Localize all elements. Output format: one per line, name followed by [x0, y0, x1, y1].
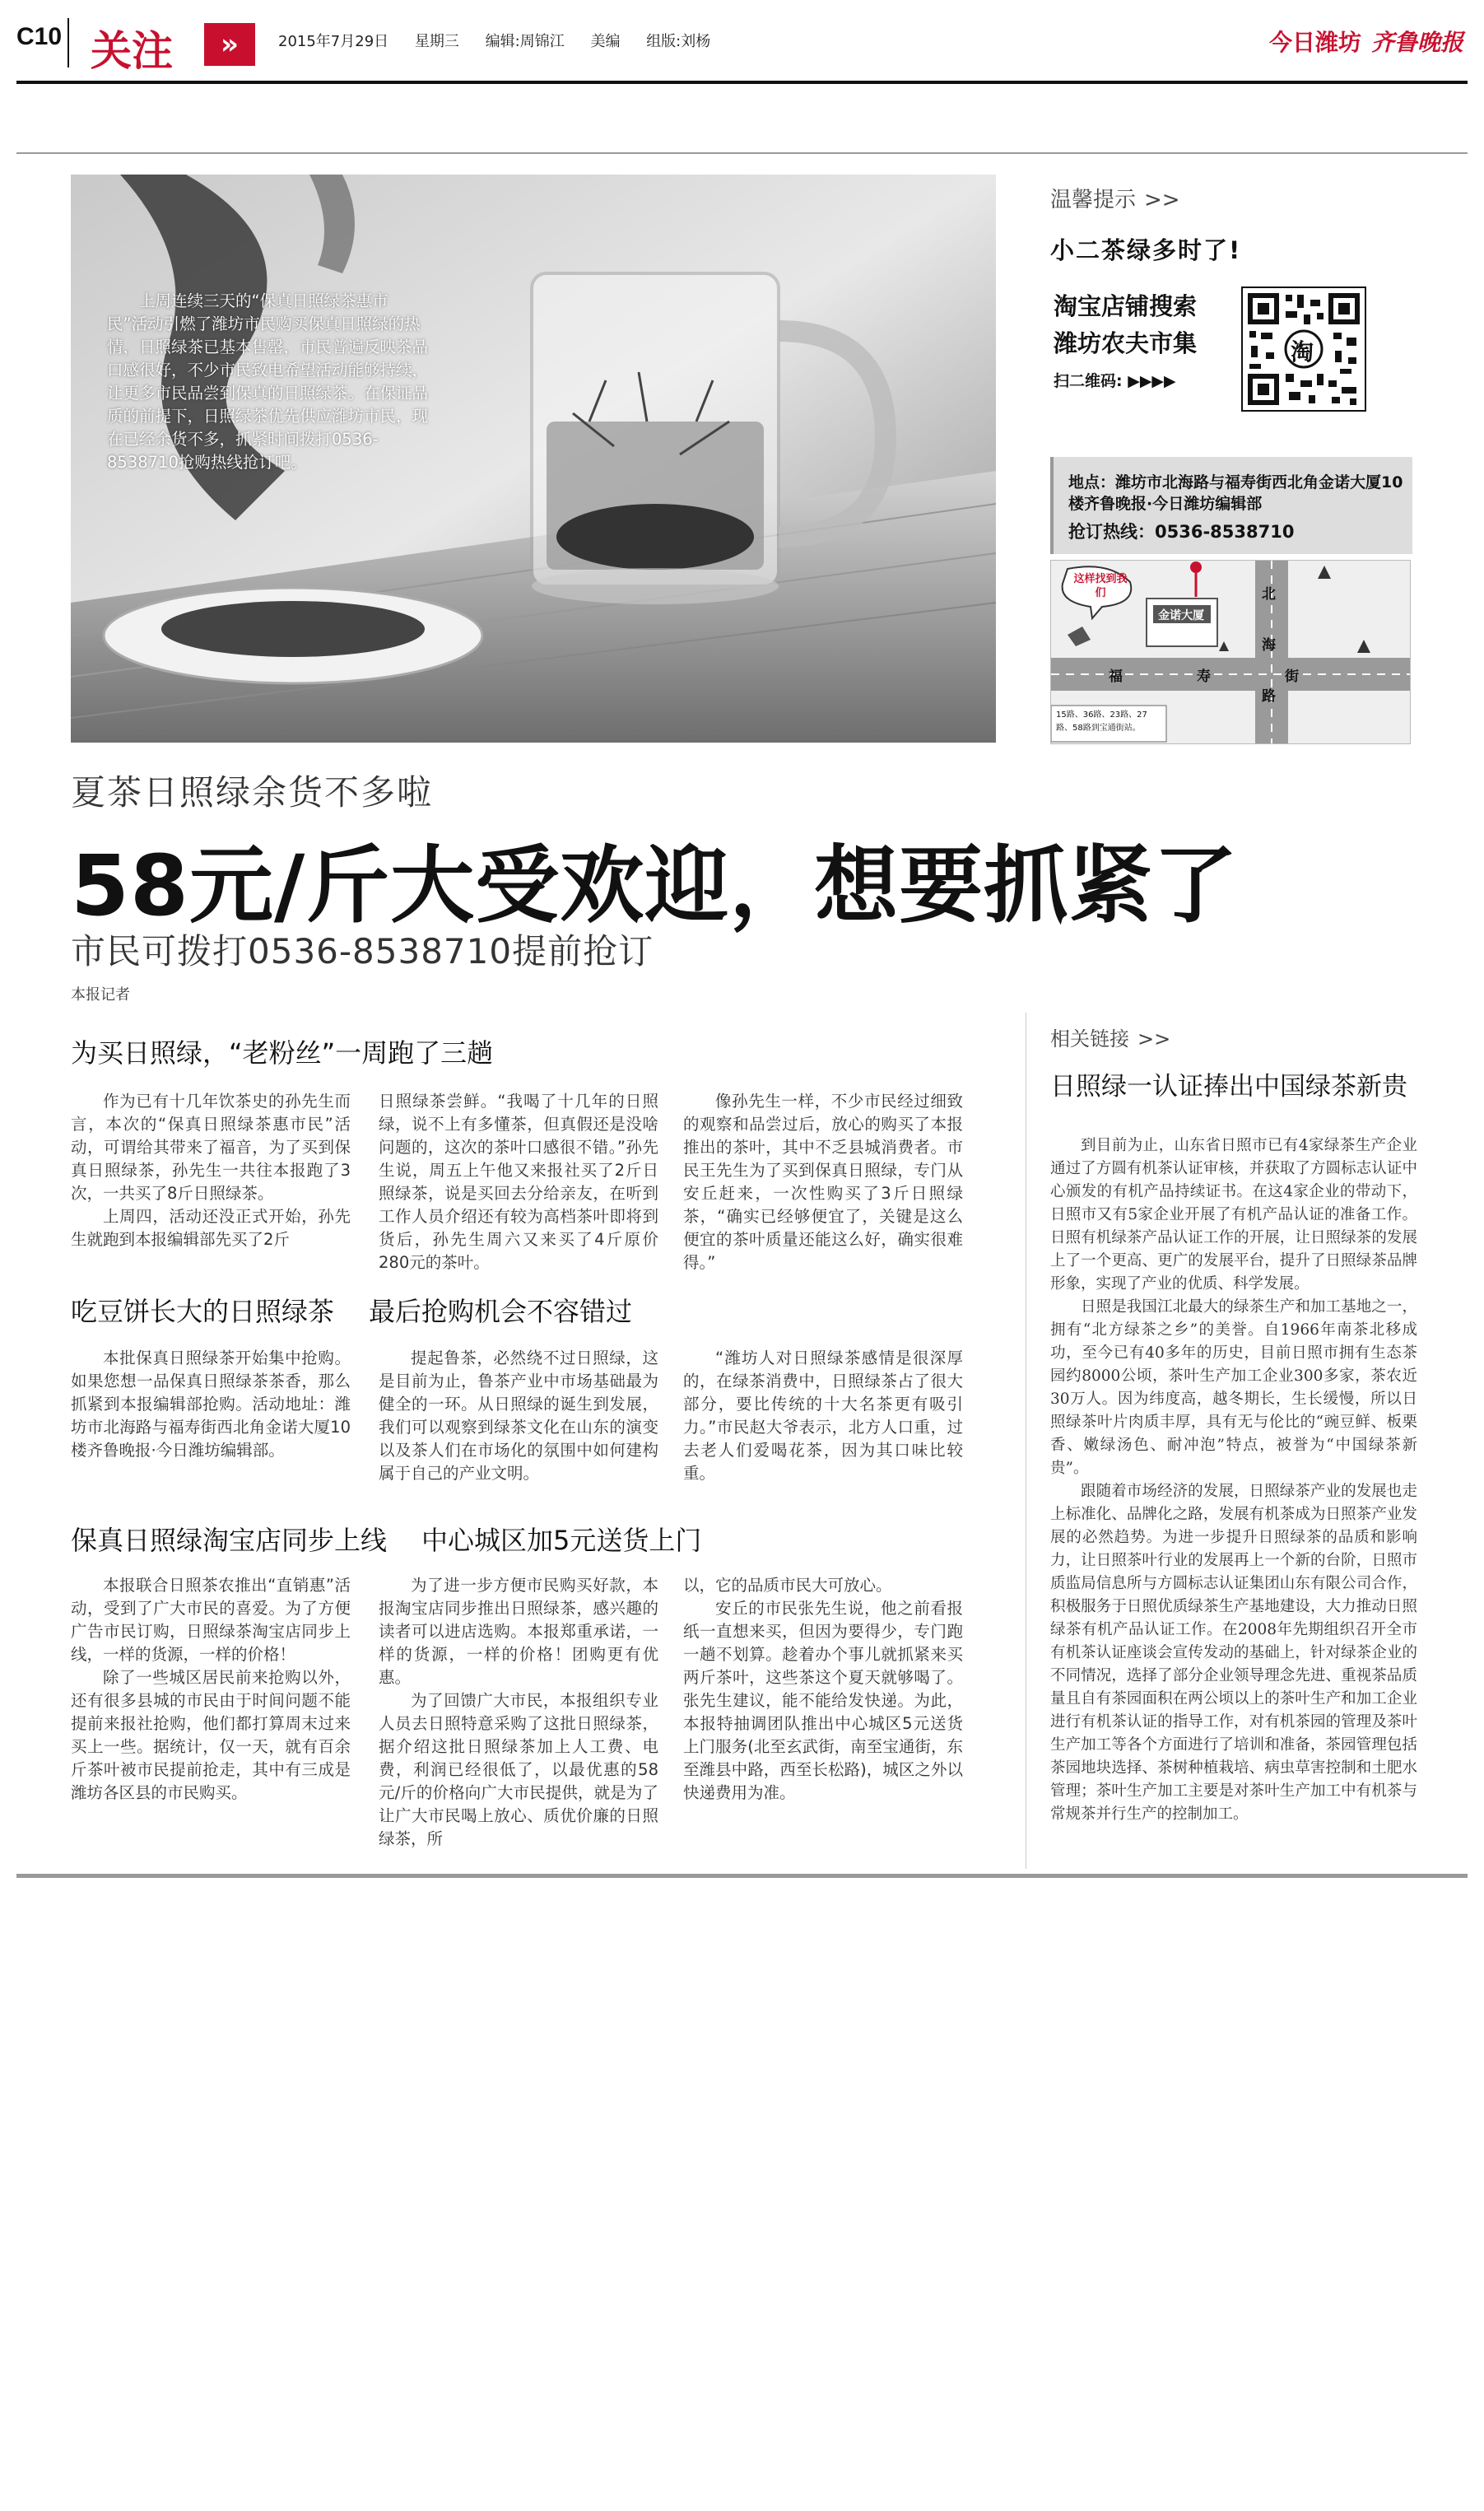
issue-layout: 组版:刘杨 [646, 33, 711, 50]
newspaper-brand [1269, 25, 1463, 58]
paragraph: 日照是我国江北最大的绿茶生产和加工基地之一，拥有“北方绿茶之乡”的美誉。自1966年南茶北移成功，至今已有40多年的历史，目前日照市拥有生态茶园约8000公顷，茶叶生产加工企业300多家，茶农近30万人。因为纬度高，越冬期长，生长缓慢，所以日照绿茶叶片肉质丰厚，具有无与伦比的“豌豆鲜、板栗香、嫩绿汤色、耐冲泡”特点，被誉为“中国绿茶新贵”。 [1050, 1298, 1417, 1477]
issue-weekday: 星期三 [414, 33, 459, 50]
section2-col3 [683, 1347, 963, 1485]
paragraph: 作为已有十几年饮茶史的孙先生而言，本次的“保真日照绿茶惠市民”活动，可谓给其带来了福音，为了买到保真日照绿茶，孙先生一共往本报跑了3次，一共买了8斤日照绿茶。 [71, 1092, 351, 1203]
related-arrow-icon: >> [1137, 1027, 1171, 1051]
header-divider [67, 18, 69, 68]
paragraph: 上周四，活动还没正式开始，孙先生就跑到本报编辑部先买了2斤 [71, 1207, 351, 1249]
paragraph: 本报联合日照茶农推出“直销惠”活动，受到了广大市民的喜爱。为了方便广告市民订购，日照绿茶淘宝店同步上线，一样的货源，一样的价格！ [71, 1576, 351, 1664]
issue-date: 2015年7月29日 [278, 33, 389, 50]
content-top-rule [16, 152, 1468, 154]
paragraph: 到目前为止，山东省日照市已有4家绿茶生产企业通过了方圆有机茶认证审核，并获取了方圆标志认证中心颁发的有机产品持续证书。在这4家企业的带动下，日照市又有5家企业开展了有机产品认证的准备工作。日照有机绿茶产品认证工作的开展，让日照绿茶的发展上了一个更高、更广的发展平台，提升了日照绿茶品牌形象，实现了产业的优质、科学发展。 [1050, 1137, 1417, 1293]
issue-editor: 编辑:周锦江 [485, 33, 565, 50]
paragraph: 为了进一步方便市民购买好款，本报淘宝店同步推出日照绿茶，感兴趣的读者可以进店选购。本报郑重承诺，一样的货源，一样的价格！团购更有优惠。 [379, 1576, 658, 1687]
ad-scan-text: 扫二维码: ▶▶▶▶ [1054, 372, 1176, 390]
paragraph: 以，它的品质市民大可放心。 [683, 1576, 892, 1595]
ad-shop-line1: 淘宝店铺搜索 [1054, 292, 1198, 320]
section3-title [71, 1520, 701, 1558]
ad-slogan: 小二茶绿多时了! [1050, 236, 1242, 264]
paragraph: 跟随着市场经济的发展，日照绿茶产业的发展也走上标准化、品牌化之路，发展有机茶成为日照茶产业发展的必然趋势。为进一步提升日照绿茶的品质和影响力，让日照茶叶行业的发展再上一个新的台阶，日照市质监局信息所与方圆标志认证集团山东有限公司合作，积极服务于日照优质绿茶生产基地建设，大力推动日照绿茶有机产品认证工作。在2008年先期组织召开全市有机茶认证座谈会宣传发动的基础上，针对绿茶企业的不同情况，选择了部分企业领导理念先进、重视茶品质量且自有茶园面积在两公顷以上的茶叶生产和加工企业进行有机茶认证的指导工作，对有机茶园的管理及茶叶生产加工等各个方面进行了培训和准备，茶园管理包括茶园地块选择、茶树种植栽培、病虫草害控制和土肥水管理；茶叶生产加工主要是对茶叶生产加工中有机茶与常规茶并行生产的控制加工。 [1050, 1483, 1417, 1823]
section-title: 关注 [91, 27, 173, 75]
tip-title [1050, 183, 1180, 213]
event-address: 地点：潍坊市北海路与福寿街西北角金诺大厦10楼齐鲁晚报·今日潍坊编辑部 [1068, 473, 1403, 513]
brand-edition: 今日潍坊 [1268, 29, 1361, 56]
paragraph: “潍坊人对日照绿茶感情是很深厚的，在绿茶消费中，日照绿茶占了很大部分，要比传统的十大名茶更有吸引力。”市民赵大爷表示，北方人口重，过去老人们爱喝花茶，因为其口味比较重。 [683, 1349, 963, 1483]
section3-title-part2: 中心城区加5元送货上门 [421, 1525, 702, 1556]
paragraph: 为了回馈广大市民，本报组织专业人员去日照特意采购了这批日照绿茶，据介绍这批日照绿茶加上人工费、电费，利润已经很低了，以最优惠的58元/斤的价格向广大市民提供，就是为了让广大市民喝上放心、质优价廉的日照绿茶，所 [379, 1691, 658, 1848]
tip-arrow-icon: >> [1144, 188, 1180, 212]
section1-col3 [683, 1090, 963, 1274]
map-building: 金诺大厦 [1158, 609, 1204, 622]
header-rule [16, 81, 1468, 84]
page-number: C10 [16, 23, 63, 50]
hotline: 抢订热线：0536-8538710 [1068, 522, 1295, 542]
section3-col3 [683, 1574, 963, 1805]
map-bus: 15路、36路、23路、27路、58路到宝通街站。 [1056, 710, 1147, 733]
article-kicker: 夏茶日照绿余货不多啦 [71, 772, 434, 813]
brand-logo: 齐鲁晚报 [1370, 29, 1463, 56]
location-map [1050, 560, 1411, 744]
qr-code[interactable] [1241, 287, 1366, 412]
related-body [1050, 1134, 1417, 1826]
article-byline: 本报记者 [71, 986, 130, 1004]
article-subhead: 市民可拨打0536-8538710提前抢订 [71, 931, 654, 971]
issue-art: 美编 [590, 33, 621, 50]
paragraph: 提起鲁茶，必然绕不过日照绿，这是目前为止，鲁茶产业中市场基础最为健全的一环。从日照绿的诞生到发展，我们可以观察到绿茶文化在山东的演变以及茶人们在市场化的氛围中如何建构属于自己的产业文明。 [379, 1349, 658, 1483]
paragraph: 日照绿茶尝鲜。“我喝了十几年的日照绿，说不上有多懂茶，但真假还是没啥问题的，这次的茶叶口感很不错。”孙先生说，周五上午他又来报社买了2斤日照绿茶，说是买回去分给亲友，在听到工作人员介绍还有较为高档茶叶即将到货后，孙先生周六又来买了4斤原价280元的茶叶。 [379, 1092, 658, 1272]
paragraph: 安丘的市民张先生说，他之前看报纸一直想来买，但因为要得少，专门跑一趟不划算。趁着办个事儿就抓紧来买两斤茶叶，这些茶这个夏天就够喝了。张先生建议，能不能给发快递。为此，本报特抽调团队推出中心城区5元送货上门服务(北至玄武街，南至宝通街，东至潍县中路，西至长松路)，城区之外以快递费用为准。 [683, 1599, 963, 1802]
related-title [1050, 1023, 1170, 1051]
map-street: 福寿街 [1109, 669, 1373, 685]
photo-caption: 上周连续三天的“保真日照绿茶惠市民”活动引燃了潍坊市民购买保真日照绿的热情，日照绿茶已基本售罄，市民普遍反映茶品口感很好，不少市民致电希望活动能够持续，让更多市民品尝到保真的日照绿茶。在保证品质的前提下，日照绿茶优先供应潍坊市民，现在已经余货不多，抓紧时间拨打0536-8538710抢购热线抢订吧。 [107, 291, 429, 472]
bottom-rule [16, 1874, 1468, 1878]
section3-col1 [71, 1574, 351, 1805]
section2-col1 [71, 1347, 351, 1462]
tip-title-text: 温馨提示 [1050, 188, 1137, 212]
article-headline: 58元/斤大受欢迎，想要抓紧了 [71, 837, 1239, 935]
issue-meta [278, 30, 732, 51]
section3-col2 [379, 1574, 658, 1851]
paragraph: 像孙先生一样，不少市民经过细致的观察和品尝过后，放心的购买了本报推出的茶叶，其中不乏县城消费者。市民王先生为了买到保真日照绿，专门从安丘赶来，一次性购买了3斤日照绿茶，“确实已经够便宜了，关键是这么便宜的茶叶质量还能这么好，确实很难得。” [683, 1092, 963, 1272]
section3-title-part1: 保真日照绿淘宝店同步上线 [71, 1525, 388, 1556]
qr-label: 淘 [1291, 338, 1314, 366]
paragraph: 本批保真日照绿茶开始集中抢购。如果您想一品保真日照绿茶茶香，那么抓紧到本报编辑部抢购。活动地址：潍坊市北海路与福寿街西北角金诺大厦10楼齐鲁晚报·今日潍坊编辑部。 [71, 1349, 351, 1460]
section2-title-part2: 最后抢购机会不容错过 [369, 1296, 633, 1327]
paragraph: 除了一些城区居民前来抢购以外，还有很多县城的市民由于时间问题不能提前来报社抢购，他们都打算周末过来买上一些。据统计，仅一天，就有百余斤茶叶被市民提前抢走，其中有三成是潍坊各区县的市民购买。 [71, 1668, 351, 1802]
related-headline: 日照绿一认证捧出中国绿茶新贵 [1050, 1072, 1407, 1102]
section1-col1 [71, 1090, 351, 1251]
section-arrow-icon: » [204, 23, 255, 66]
section1-title: 为买日照绿，“老粉丝”一周跑了三趟 [71, 1037, 494, 1069]
section2-title [71, 1291, 632, 1329]
section2-col2 [379, 1347, 658, 1485]
section2-title-part1: 吃豆饼长大的日照绿茶 [71, 1296, 335, 1327]
ad-shop-line2: 潍坊农夫市集 [1054, 329, 1198, 357]
related-title-text: 相关链接 [1050, 1027, 1129, 1051]
section1-col2 [379, 1090, 658, 1274]
map-north-road: 北海路 [1262, 586, 1276, 705]
map-bubble: 这样找到我们 [1073, 573, 1128, 599]
